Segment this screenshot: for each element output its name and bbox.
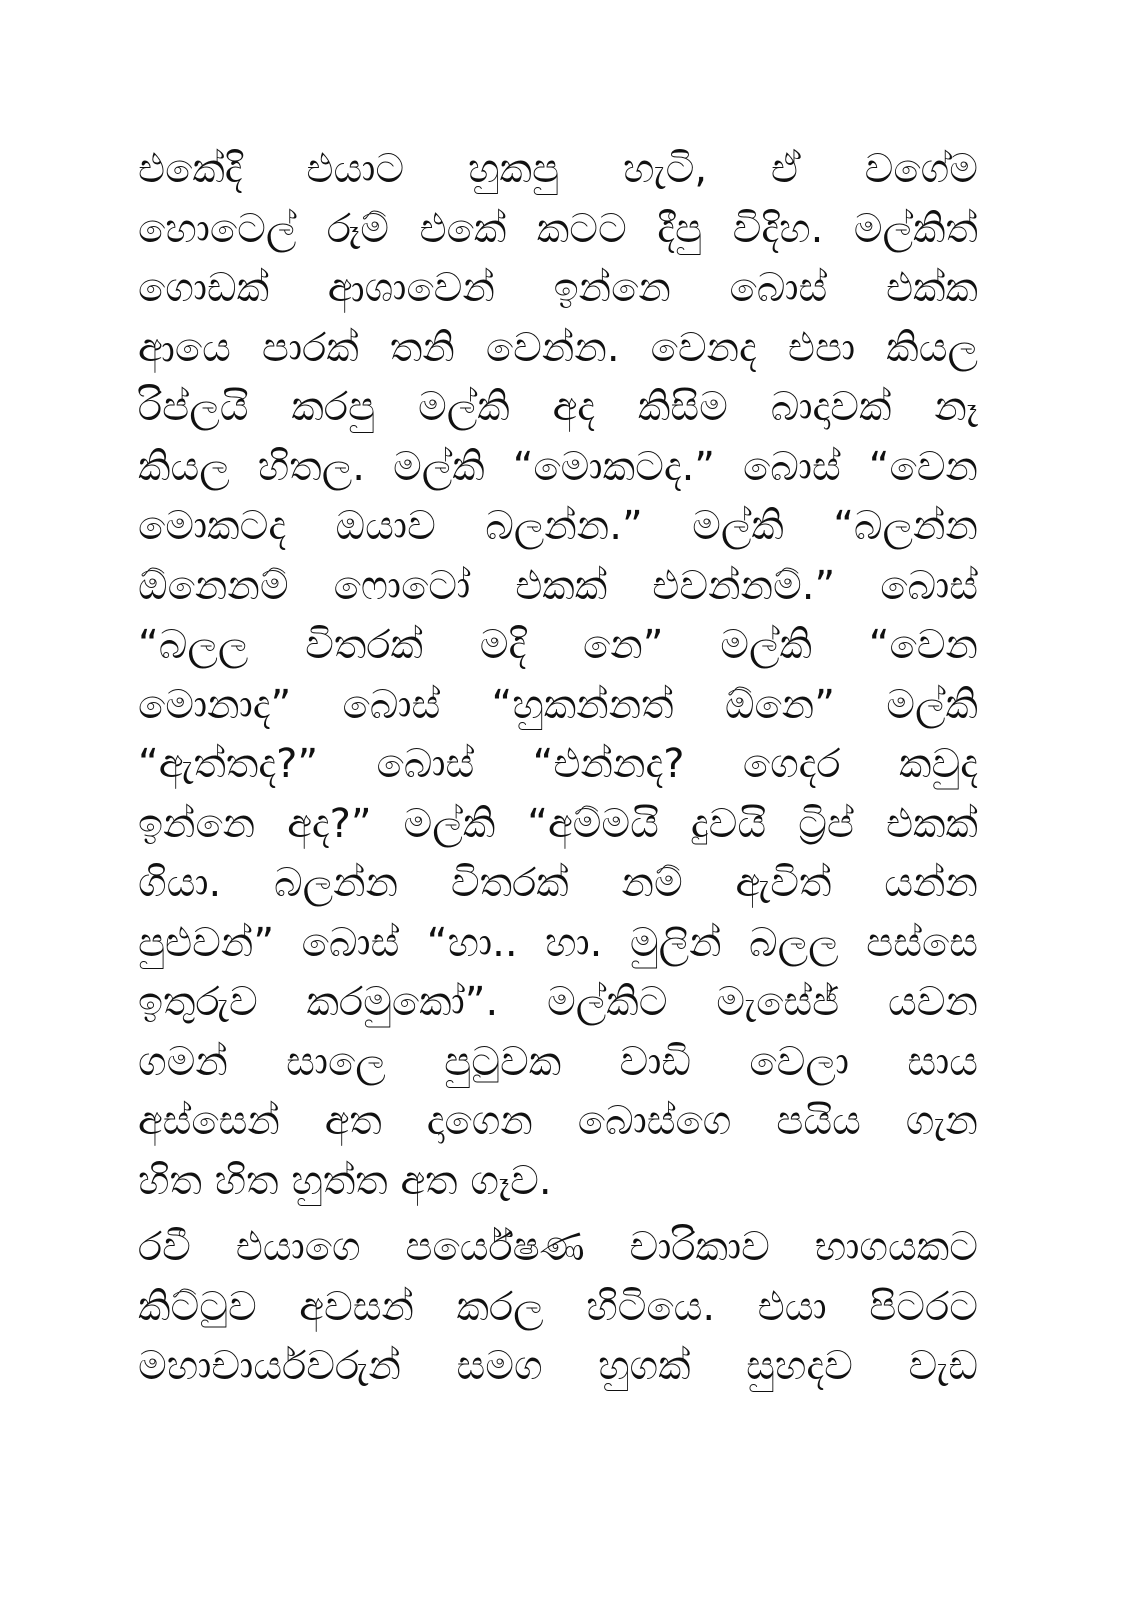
paragraph-2: [138, 1218, 978, 1397]
text-line: ගමන් සාලෙ පුටුවක වාඩි වෙලා සාය: [138, 1038, 978, 1085]
text-line: ඕනෙනම් ෆොටෝ එකක් එවන්නම්.” බොස්: [138, 562, 978, 609]
text-line: ගොඩක් ආශාවෙන් ඉන්නෙ බොස් එක්ක: [138, 265, 978, 311]
paragraph-1: [138, 140, 978, 1211]
text-line: මහාචාර්යවරුන් සමග හුගක් සුහදව වැඩ: [138, 1343, 978, 1389]
text-line: රවී එයාගෙ පර්යේෂණ චාරිකාව භාගයකට: [138, 1224, 978, 1270]
text-line: ගියා. බලන්න විතරක් නම් ඇවිත් යන්න: [138, 860, 978, 906]
text-line: “ඇත්තද?” බොස් “එන්නද? ගෙදර කවුද: [138, 741, 978, 787]
text-line: රිප්ලයි කරපු මල්කි අද කිසිම බාදාවක් නෑ: [138, 384, 978, 430]
text-line: එකේදි එයාට හුකපු හැටි, ඒ වගේම: [138, 146, 978, 192]
text-line: ආයෙ පාරක් තනි වෙන්න. වෙනද එපා කියල: [138, 324, 978, 371]
text-line: අස්සෙන් අත දාගෙන බොස්ගෙ පයිය ගැන: [138, 1098, 978, 1144]
text-line: කිට්ටුව අවසන් කරල හිටියෙ. එයා පිටරට: [138, 1283, 978, 1330]
text-line: ඉතුරුව කරමුකෝ”. මල්කිට මැසේජ් යවන: [138, 979, 978, 1025]
text-line: මොනාද” බොස් “හුකන්නත් ඕනෙ” මල්කි: [138, 681, 978, 728]
text-line: පුළුවන්” බොස් “හා.. හා. මුලින් බලල පස්සෙ: [138, 919, 978, 966]
text-line: “බලල විතරක් මදි නෙ” මල්කි “වෙන: [138, 622, 978, 668]
text-line: හිත හිත හුත්ත අත ගෑව.: [138, 1157, 552, 1204]
text-line: මොකටද ඔයාව බලන්න.” මල්කි “බලන්න: [138, 503, 978, 549]
text-line: හොටෙල් රූම් එකේ කටට දීපු විදිහ. මල්කිත්: [138, 205, 978, 252]
text-line: ඉන්නෙ අද?” මල්කි “අම්මයි දුවයි ට්‍රිප් එකක්: [138, 800, 978, 847]
text-line: කියල හිතල. මල්කි “මොකටද.” බොස් “වෙන: [138, 443, 978, 490]
